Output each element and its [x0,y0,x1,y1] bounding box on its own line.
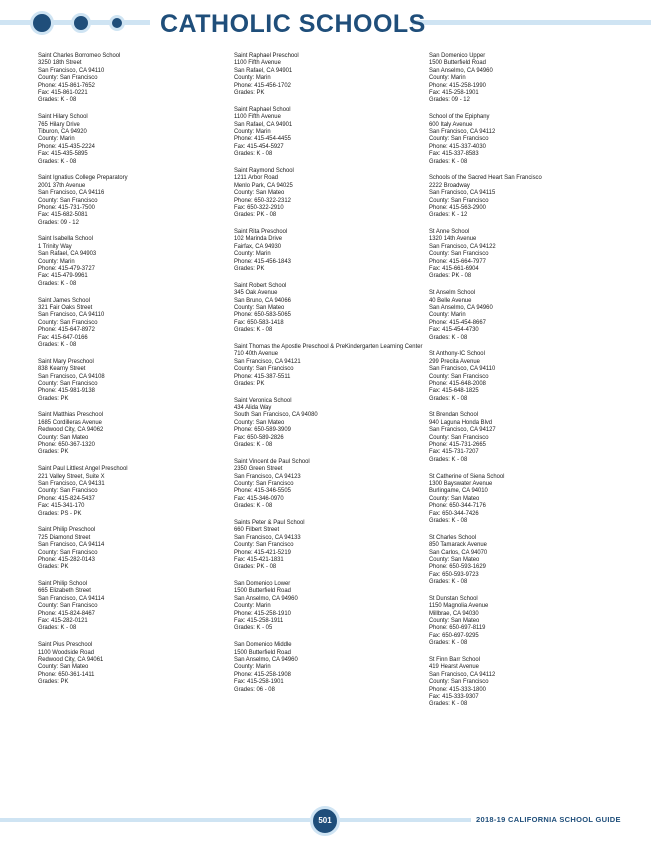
school-name: Saint Charles Borromeo School [38,52,121,59]
school-detail: Phone: 415-346-5505 [234,487,291,495]
school-detail: County: San Francisco [429,678,489,686]
school-name: Saint Raphael School [234,105,291,113]
school-entry [38,465,226,517]
school-detail: San Rafael, CA 94901 [234,120,293,128]
school-entry [234,580,422,632]
school-detail: Fairfax, CA 94930 [234,242,282,250]
school-detail: 725 Diamond Street [38,533,91,541]
school-detail: 434 Alida Way [234,404,272,412]
school-detail: Fax: 415-731-7207 [429,448,479,456]
school-detail: Phone: 650-322-2312 [234,196,291,204]
page-number: 501 [310,806,340,836]
school-detail: County: San Francisco [38,74,98,82]
guide-title: 2018-19 CALIFORNIA SCHOOL GUIDE [476,815,621,824]
school-entry [38,174,226,226]
school-detail: 40 Belle Avenue [429,296,472,304]
school-name: School of the Epiphany [429,113,490,121]
school-name: St Catherine of Siena School [429,472,505,480]
school-detail: County: San Francisco [429,250,489,258]
school-detail: 2001 37th Avenue [38,181,86,189]
school-detail: Phone: 415-563-2900 [429,203,486,211]
school-name: St Anne School [429,228,470,236]
school-detail: Phone: 415-454-8667 [429,318,486,326]
school-detail: Grades: PK [234,89,265,97]
school-name: Saint Paul Littlest Angel Preschool [38,465,128,473]
school-entry [234,641,422,693]
school-detail: County: San Francisco [429,372,489,380]
school-name: St Anthony-IC School [429,350,485,358]
school-detail: Grades: PK [38,394,69,402]
school-detail: Grades: 09 - 12 [38,218,79,226]
school-detail: Fax: 650-593-9723 [429,570,479,578]
school-name: Saint Mary Preschool [38,357,94,365]
school-detail: Phone: 415-648-2008 [429,379,486,387]
school-detail: Grades: PK - 08 [234,211,277,219]
school-detail: County: San Mateo [429,617,480,625]
school-detail: Grades: K - 08 [38,624,77,632]
school-detail: San Francisco, CA 94110 [429,365,496,373]
school-detail: San Anselmo, CA 94960 [234,656,298,663]
school-detail: Phone: 415-456-1702 [234,81,291,89]
school-detail: Fax: 415-333-9307 [429,693,479,701]
school-detail: 102 Marinda Drive [234,235,283,243]
school-entry [429,595,617,647]
school-detail: Phone: 415-664-7977 [429,257,486,265]
school-detail: Grades: PK [234,379,265,387]
school-detail: Fax: 650-589-2826 [234,433,284,441]
school-detail: Fax: 415-648-1825 [429,387,479,395]
school-detail: 419 Hearst Avenue [429,663,479,671]
school-name: St Anselm School [429,289,476,297]
school-detail: 1100 Fifth Avenue [234,59,281,67]
school-entry [38,411,226,455]
school-name: Saint Raymond School [234,166,294,174]
school-detail: County: Marin [234,74,271,82]
school-name: Saint Ignatius College Preparatory [38,174,128,182]
school-detail: San Rafael, CA 94903 [38,250,97,258]
school-detail: San Francisco, CA 94112 [429,670,496,678]
school-detail: Phone: 415-258-1908 [234,670,291,678]
school-detail: Grades: K - 08 [429,639,468,647]
school-detail: Grades: K - 08 [429,700,468,708]
school-detail: Menlo Park, CA 94025 [234,181,293,189]
school-detail: County: Marin [429,311,466,319]
school-detail: Phone: 415-258-1910 [234,609,291,617]
school-detail: County: San Mateo [429,494,480,502]
school-detail: Grades: K - 08 [429,157,468,165]
school-detail: Phone: 415-479-3727 [38,265,95,273]
school-detail: County: Marin [38,257,75,265]
school-detail: Grades: 09 - 12 [429,96,470,104]
school-detail: Fax: 415-341-170 [38,502,85,510]
school-detail: County: San Mateo [38,663,89,671]
school-entry [234,397,422,449]
school-name: Saint Thomas the Apostle Preschool & PreKindergarten Learning Center [234,342,423,350]
school-detail: Grades: PK - 08 [429,272,472,280]
school-detail: South San Francisco, CA 94080 [234,411,318,419]
school-detail: County: San Francisco [234,541,294,549]
school-detail: San Francisco, CA 94110 [38,66,105,74]
school-detail: County: San Francisco [38,548,98,556]
school-detail: County: San Mateo [234,303,285,311]
school-detail: Tiburon, CA 94920 [38,127,87,135]
school-detail: Grades: K - 08 [234,150,273,158]
school-detail: Burlingame, CA 94010 [429,487,488,495]
school-detail: Fax: 415-282-0121 [38,617,88,625]
directory-column-2 [234,52,422,702]
header-dot-small [109,15,125,31]
school-detail: 660 Filbert Street [234,526,280,534]
school-detail: Fax: 650-322-2910 [234,203,284,211]
footer-rule-right [340,818,471,822]
school-entry [38,297,226,349]
school-detail: San Francisco, CA 94122 [429,242,496,250]
school-detail: Phone: 650-589-3909 [234,426,291,434]
school-entry [429,350,617,402]
school-detail: Grades: K - 08 [429,333,468,341]
school-detail: 850 Tamarack Avenue [429,541,487,549]
school-detail: San Francisco, CA 94121 [234,357,301,365]
school-detail: County: Marin [429,74,466,82]
school-detail: San Francisco, CA 94112 [429,127,496,135]
school-detail: County: San Francisco [38,602,98,610]
school-detail: Fax: 415-258-1901 [234,678,284,686]
school-name: San Domenico Upper [429,52,486,59]
header-dot-medium [71,13,91,33]
school-detail: Fax: 415-647-0166 [38,333,88,341]
school-detail: San Carlos, CA 94070 [429,548,488,556]
school-detail: Fax: 650-583-1418 [234,318,284,326]
school-detail: 299 Precita Avenue [429,357,480,365]
school-entry [234,52,422,96]
school-detail: San Francisco, CA 94133 [234,533,301,541]
school-detail: 1320 14th Avenue [429,235,477,243]
school-name: Saint Robert School [234,281,287,289]
school-detail: Fax: 415-346-0970 [234,494,284,502]
school-detail: Redwood City, CA 94061 [38,656,104,663]
school-detail: Fax: 415-435-5895 [38,150,88,158]
school-detail: Grades: K - 08 [38,279,77,287]
school-entry [234,458,422,510]
school-detail: 1 Trinity Way [38,242,72,250]
school-detail: 345 Oak Avenue [234,289,278,297]
school-detail: Phone: 650-344-7176 [429,502,486,510]
school-name: St Dunstan School [429,594,478,602]
school-detail: 221 Valley Street, Suite X [38,472,105,480]
school-entry [429,228,617,280]
school-detail: Phone: 415-981-9138 [38,387,95,395]
school-detail: Phone: 650-361-1411 [38,670,95,678]
school-detail: Phone: 650-697-8119 [429,624,486,632]
school-detail: 940 Laguna Honda Blvd [429,418,493,426]
footer-rule-left [0,818,310,822]
school-detail: Phone: 415-435-2224 [38,142,95,150]
school-detail: Grades: K - 08 [38,157,77,165]
school-name: St Charles School [429,533,477,541]
school-detail: Phone: 650-367-1320 [38,441,95,449]
school-name: Saint Raphael Preschool [234,52,299,59]
school-entry [429,174,617,218]
school-detail: Phone: 415-337-4030 [429,142,486,150]
school-detail: Fax: 415-661-6904 [429,265,479,273]
school-detail: Grades: PK [38,563,69,571]
school-detail: San Francisco, CA 94123 [234,472,301,480]
school-detail: Fax: 415-337-8583 [429,150,479,158]
school-detail: County: San Mateo [429,555,480,563]
school-detail: Phone: 415-824-8467 [38,609,95,617]
school-name: Saint Isabella School [38,235,93,243]
school-detail: Grades: PK [234,265,265,273]
school-entry [234,167,422,219]
school-detail: Fax: 415-682-5081 [38,211,88,219]
school-detail: 1500 Butterfield Road [429,59,486,67]
school-detail: 1500 Butterfield Road [234,587,291,595]
school-detail: Phone: 415-731-2665 [429,441,486,449]
school-detail: Fax: 650-344-7426 [429,509,479,517]
school-detail: Grades: 06 - 08 [234,685,275,693]
school-name: San Domenico Lower [234,580,291,588]
school-detail: San Francisco, CA 94114 [38,594,105,602]
school-name: Saint Rita Preschool [234,228,288,236]
school-detail: 710 40th Avenue [234,350,279,358]
school-detail: 3250 18th Street [38,59,82,67]
school-detail: San Anselmo, CA 94960 [234,594,298,602]
school-detail: Grades: PK [38,448,69,456]
school-detail: County: Marin [234,250,271,258]
school-detail: Grades: K - 08 [429,394,468,402]
school-entry [429,656,617,708]
page-title: CATHOLIC SCHOOLS [160,10,426,38]
school-detail: Fax: 650-697-9295 [429,631,479,639]
school-entry [38,52,226,104]
school-detail: County: Marin [234,127,271,135]
school-detail: Grades: K - 12 [429,211,468,219]
school-detail: Fax: 415-258-1911 [234,617,284,625]
school-entry [234,282,422,334]
school-entry [38,526,226,570]
school-detail: County: San Francisco [234,479,294,487]
school-name: Saints Peter & Paul School [234,518,305,526]
school-detail: County: Marin [38,135,75,143]
school-detail: 838 Kearny Street [38,365,86,373]
school-entry [234,106,422,158]
school-name: Schools of the Sacred Heart San Francisco [429,174,542,182]
school-entry [38,358,226,402]
school-entry [429,289,617,341]
school-detail: San Francisco, CA 94108 [38,372,105,380]
school-detail: 1300 Bayswater Avenue [429,479,493,487]
school-detail: Grades: K - 08 [429,578,468,586]
school-name: St Brendan School [429,411,479,419]
school-detail: San Francisco, CA 94114 [38,541,105,549]
school-detail: County: San Francisco [234,365,294,373]
school-detail: Grades: PK [38,678,69,686]
school-entry [429,534,617,586]
school-detail: 321 Fair Oaks Street [38,303,93,311]
school-entry [234,519,422,571]
school-detail: Phone: 415-861-7652 [38,81,95,89]
school-detail: 1211 Arbor Road [234,174,279,182]
school-entry [38,641,226,685]
school-name: Saint Matthias Preschool [38,411,104,419]
school-detail: County: Marin [234,602,271,610]
school-detail: Grades: K - 08 [234,326,273,334]
school-detail: Millbrae, CA 94030 [429,609,479,617]
school-detail: San Francisco, CA 94116 [38,189,105,197]
school-detail: Phone: 415-454-4455 [234,135,291,143]
school-detail: Phone: 650-583-5065 [234,311,291,319]
school-detail: County: San Francisco [429,433,489,441]
school-detail: Phone: 415-333-1800 [429,685,486,693]
school-detail: San Francisco, CA 94131 [38,479,105,487]
school-detail: San Francisco, CA 94127 [429,426,496,434]
school-detail: Grades: K - 05 [234,624,273,632]
school-detail: Phone: 650-593-1629 [429,563,486,571]
school-entry [38,113,226,165]
school-detail: Phone: 415-387-5511 [234,372,291,380]
school-detail: Phone: 415-647-8972 [38,326,95,334]
school-detail: County: San Francisco [38,196,98,204]
school-detail: San Anselmo, CA 94960 [429,303,493,311]
school-entry [38,580,226,632]
header-rule-right [412,20,651,25]
school-detail: San Francisco, CA 94115 [429,189,496,197]
school-detail: County: San Mateo [234,189,285,197]
school-detail: Phone: 415-421-5219 [234,548,291,556]
school-detail: Fax: 415-258-1901 [429,89,479,97]
school-detail: Grades: PS - PK [38,509,82,517]
school-detail: Fax: 415-454-4730 [429,326,479,334]
school-detail: Grades: K - 08 [429,455,468,463]
school-detail: 600 Italy Avenue [429,120,473,128]
school-detail: Grades: K - 08 [234,502,273,510]
directory-column-3 [429,52,617,717]
school-entry [429,113,617,165]
school-detail: County: San Francisco [38,318,98,326]
school-entry [429,473,617,525]
school-detail: 1100 Fifth Avenue [234,113,281,121]
school-detail: 1100 Woodside Road [38,648,94,656]
school-detail: Grades: K - 08 [429,517,468,525]
school-detail: San Rafael, CA 94901 [234,66,293,74]
school-name: Saint Veronica School [234,396,292,404]
school-detail: Fax: 415-861-0221 [38,89,88,97]
school-detail: Phone: 415-258-1990 [429,81,486,89]
school-detail: 1500 Butterfield Road [234,648,291,656]
school-detail: County: San Francisco [38,379,98,387]
school-detail: County: San Francisco [38,487,98,495]
school-detail: Redwood City, CA 94062 [38,426,104,434]
school-name: Saint Vincent de Paul School [234,457,310,465]
school-detail: 665 Elizabeth Street [38,587,91,595]
school-detail: Grades: K - 08 [234,441,273,449]
school-detail: Fax: 415-454-5927 [234,142,284,150]
school-detail: Grades: K - 08 [38,341,77,348]
school-entry [38,235,226,287]
school-detail: County: San Francisco [429,196,489,204]
school-name: Saint Pius Preschool [38,641,93,649]
school-entry [234,343,422,387]
school-name: Saint Hilary School [38,113,88,121]
school-detail: Phone: 415-456-1843 [234,257,291,265]
school-detail: County: Marin [234,663,271,671]
school-detail: Fax: 415-479-9961 [38,272,88,280]
school-detail: County: San Francisco [429,135,489,143]
school-detail: 765 Hilary Drive [38,120,80,128]
school-name: St Finn Barr School [429,656,480,663]
school-detail: County: San Mateo [38,433,89,441]
school-name: San Domenico Middle [234,641,292,649]
school-detail: County: San Mateo [234,418,285,426]
school-detail: 1150 Magnolia Avenue [429,602,489,610]
directory-column-1 [38,52,226,695]
header-dot-large [30,11,54,35]
school-entry [429,52,617,104]
school-name: Saint Philip Preschool [38,526,96,534]
school-detail: Phone: 415-282-0143 [38,555,95,563]
school-detail: Phone: 415-824-5437 [38,494,95,502]
school-entry [234,228,422,272]
school-detail: San Bruno, CA 94066 [234,296,291,304]
school-entry [429,411,617,463]
school-detail: San Anselmo, CA 94960 [429,66,493,74]
school-detail: 2222 Broadway [429,181,470,189]
school-name: Saint Philip School [38,580,88,588]
school-detail: Phone: 415-731-7500 [38,203,95,211]
school-detail: San Francisco, CA 94110 [38,311,105,319]
school-detail: 2350 Green Street [234,465,283,473]
school-detail: Grades: PK - 08 [234,563,277,571]
school-detail: 1685 Cordilleras Avenue [38,418,102,426]
school-detail: Fax: 415-421-1831 [234,555,284,563]
school-detail: Grades: K - 08 [38,96,77,104]
school-name: Saint James School [38,296,90,304]
